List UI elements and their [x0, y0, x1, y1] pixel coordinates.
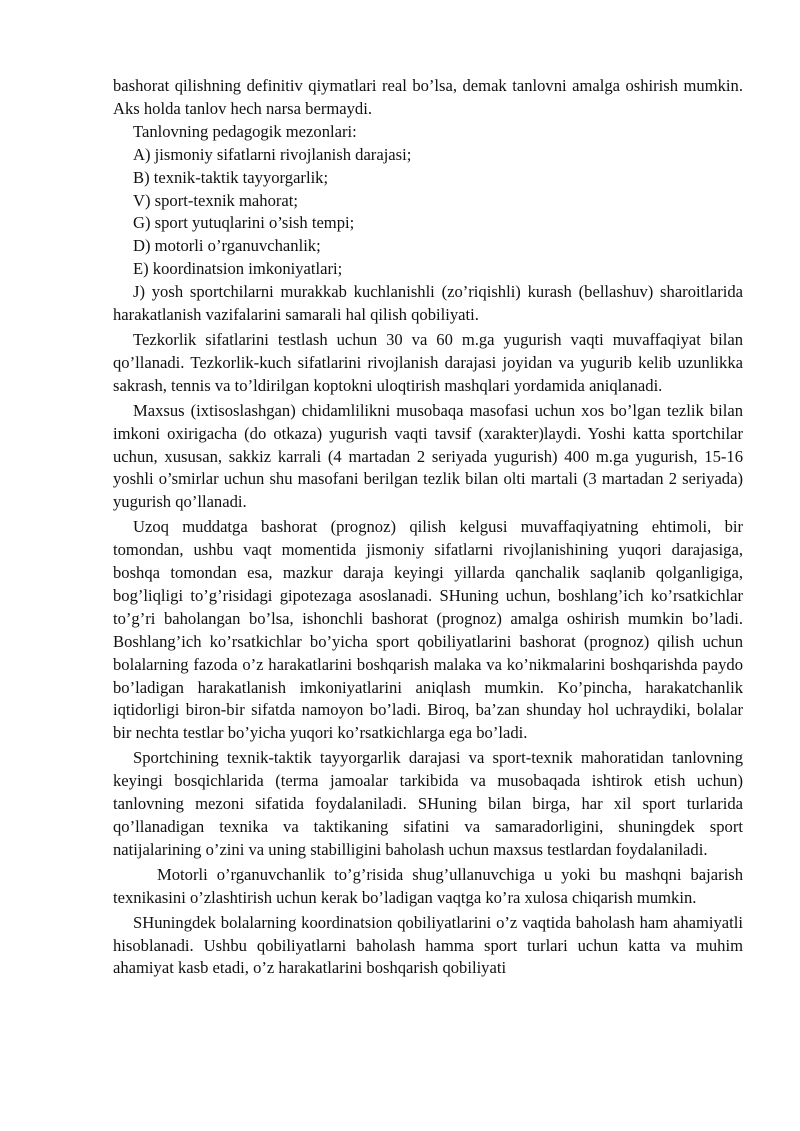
criteria-list-item: D) motorli o’rganuvchanlik;	[133, 236, 321, 256]
criteria-list-item: J) yosh sportchilarni murakkab kuchlanishli (zo’riqishli) kurash (bellashuv) sharoitlarida harakatlanish vazifalarini samarali hal qilish qobiliyati.	[113, 282, 743, 325]
paragraph-special-endurance: Maxsus (ixtisoslashgan) chidamlilikni musobaqa masofasi uchun xos bo’lgan tezlik bilan imkoni oxirigacha (do otkaza) yugurish vaqti tavsif (xarakter)laydi. Yoshi katta sportchilar uchun, xususan, sakkiz karrali (4 martadan 2 seriyada yugurish) 400 m.ga yugurish, 15-16 yoshli o’smirlar uchun shu masofani berilgan tezlik bilan olti martali (3 martadan 2 seriyada) yugurish qo’llanadi.	[113, 400, 743, 512]
paragraph-motor-learning: Motorli o’rganuvchanlik to’g’risida shug’ullanuvchiga u yoki bu mashqni bajarish texnikasini o’zlashtirish uchun kerak bo’ladigan vaqtga ko’ra xulosa chiqarish mumkin.	[113, 864, 743, 907]
criteria-list-item: G) sport yutuqlarini o’sish tempi;	[133, 213, 355, 233]
paragraph-criteria-heading: Tanlovning pedagogik mezonlari:	[133, 121, 357, 141]
criteria-list-item: B) texnik-taktik tayyorgarlik;	[133, 167, 329, 187]
paragraph-continuation: bashorat qilishning definitiv qiymatlari real bo’lsa, demak tanlovni amalga oshirish mumkin. Aks holda tanlov hech narsa bermaydi.	[113, 76, 743, 118]
paragraph-speed-testing: Tezkorlik sifatlarini testlash uchun 30 va 60 m.ga yugurish vaqti muvaffaqiyat bilan qo’llanadi. Tezkorlik-kuch sifatlarini rivojlanish darajasi joyidan va yugurib kelib uzunlikka sakrash, tennis va to’ldirilgan koptokni uloqtirish mashqlari yordamida aniqlanadi.	[113, 329, 743, 395]
criteria-list-item: E) koordinatsion imkoniyatlari;	[133, 259, 343, 279]
criteria-list-item: V) sport-texnik mahorat;	[133, 190, 298, 210]
paragraph-long-term-prognosis: Uzoq muddatga bashorat (prognoz) qilish kelgusi muvaffaqiyatning ehtimoli, bir tomondan, ushbu vaqt momentida jismoniy sifatlarni rivojlanishining yuqori darajasiga, boshqa tomondan esa, mazkur daraja keyingi yillarda qanchalik saqlanib qolganligiga, bog’liqligi to’g’risidagi gipotezaga asoslanadi. SHuning uchun, boshlang’ich ko’rsatkichlar to’g’ri baholangan bo’lsa, ishonchli bashorat (prognoz) amalga oshirish mumkin bo’ladi. Boshlang’ich ko’rsatkichlar bo’yicha sport qobiliyatlarini bashorat (prognoz) qilish uchun bolalarning fazoda o’z harakatlarini boshqarish malaka va ko’nikmalarini boshqarishda paydo bo’ladigan harakatlanish imkoniyatlarini aniqlash mumkin. Ko’pincha, harakatchanlik iqtidorligi biron-bir sifatda namoyon bo’ladi. Biroq, ba’zan shunday hol uchraydiki, bolalar bir nechta testlar bo’yicha yuqori ko’rsatkichlarga ega bo’ladi.	[113, 517, 743, 743]
paragraph-coordination: SHuningdek bolalarning koordinatsion qobiliyatlarini o’z vaqtida baholash ham ahamiyatli hisoblanadi. Ushbu qobiliyatlarni baholash hamma sport turlari uchun katta va muhim ahamiyat kasb etadi, o’z harakatlarini boshqarish qobiliyati	[113, 912, 743, 978]
document-page	[113, 75, 743, 980]
paragraph-technical-tactical: Sportchining texnik-taktik tayyorgarlik darajasi va sport-texnik mahoratidan tanlovning keyingi bosqichlarida (terma jamoalar tarkibida va musobaqada ishtirok etish uchun) tanlovning mezoni sifatida foydalaniladi. SHuning bilan birga, har xil sport turlarida qo’llanadigan texnika va taktikaning sifatini va samaradorligini, shuningdek sport natijalarining o’zini va uning stabilligini baholash uchun maxsus testlardan foydalaniladi.	[113, 748, 743, 859]
criteria-list-item: A) jismoniy sifatlarni rivojlanish darajasi;	[133, 144, 412, 164]
